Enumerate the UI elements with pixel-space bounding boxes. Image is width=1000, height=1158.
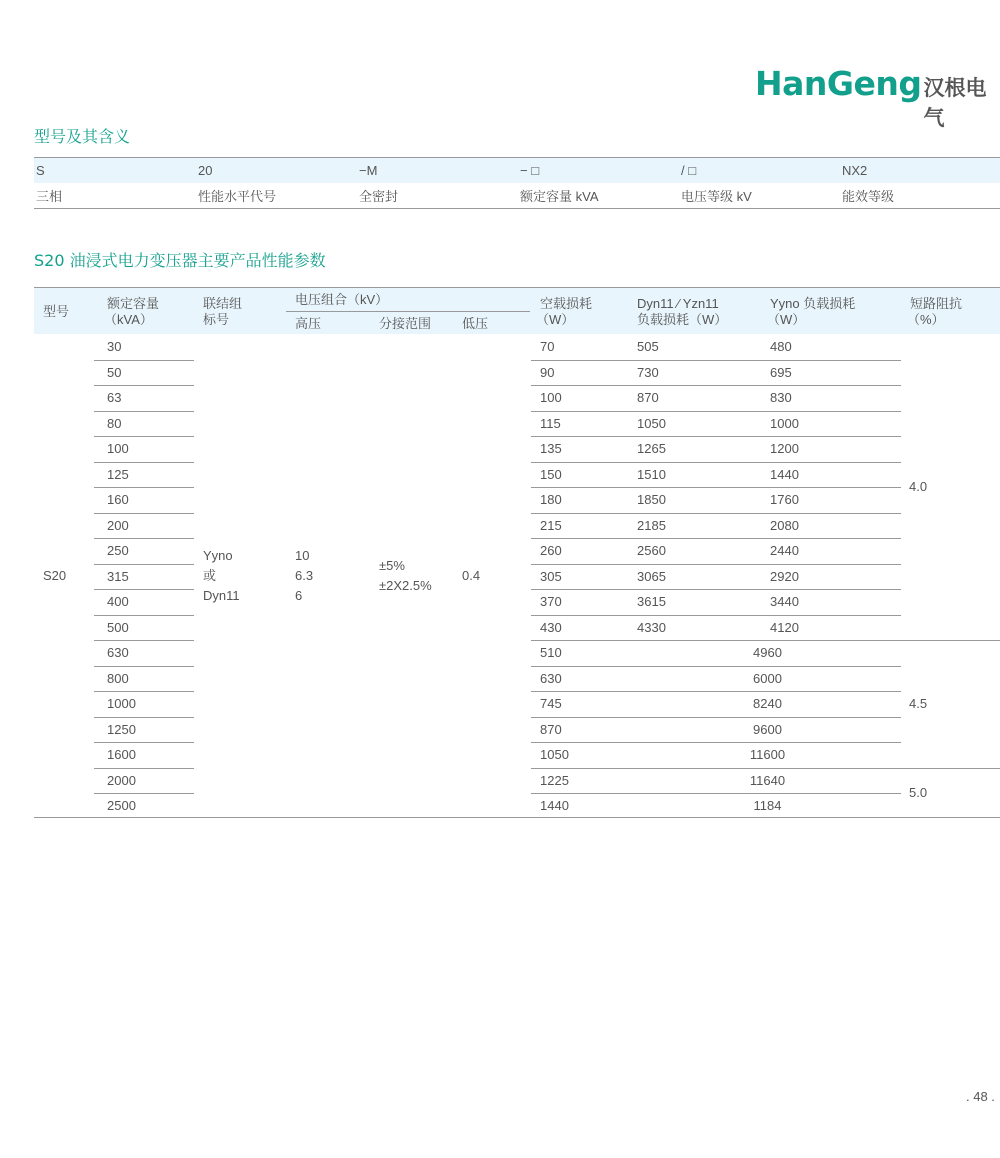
row-divider bbox=[94, 768, 194, 769]
row-divider bbox=[531, 360, 901, 361]
capacity-cell: 1250 bbox=[107, 721, 136, 737]
row-divider bbox=[94, 666, 194, 667]
noload-loss-cell: 370 bbox=[540, 594, 562, 609]
dyn-load-loss-cell: 1050 bbox=[637, 415, 666, 431]
noload-loss-cell: 70 bbox=[540, 339, 555, 354]
capacity-cell: 400 bbox=[107, 594, 129, 609]
row-divider bbox=[531, 666, 901, 667]
row-divider bbox=[531, 717, 901, 718]
row-divider bbox=[531, 615, 901, 616]
row-divider bbox=[94, 436, 194, 437]
params-section-title: S20 油浸式电力变压器主要产品性能参数 bbox=[34, 251, 326, 270]
dyn-load-loss-cell: 3615 bbox=[637, 594, 666, 609]
capacity-cell: 30 bbox=[107, 339, 122, 354]
row-divider bbox=[94, 385, 194, 386]
noload-loss-cell: 115 bbox=[540, 415, 561, 431]
capacity-cell: 50 bbox=[107, 364, 122, 380]
row-divider bbox=[94, 793, 194, 794]
brand-logo bbox=[755, 64, 1000, 132]
load-loss-cell: 4960 bbox=[753, 645, 782, 660]
dyn-load-loss-cell: 3065 bbox=[637, 568, 666, 584]
header-impedance-unit: （%） bbox=[907, 312, 945, 327]
dyn-load-loss-cell: 2185 bbox=[637, 517, 666, 533]
table-bottom-border bbox=[34, 817, 1000, 818]
dyn-load-loss-cell: 1850 bbox=[637, 492, 666, 507]
params-table bbox=[34, 287, 1000, 818]
row-divider bbox=[531, 436, 901, 437]
noload-loss-cell: 745 bbox=[540, 696, 562, 711]
lv-cell: 0.4 bbox=[462, 568, 481, 583]
impedance-cell: 4.0 bbox=[909, 479, 928, 494]
brand-chinese: 汉根电气 bbox=[923, 76, 987, 130]
impedance-cell: 5.0 bbox=[909, 785, 928, 800]
model-meaning-row bbox=[34, 183, 1000, 208]
yyno-load-loss-cell: 1000 bbox=[770, 415, 799, 431]
params-table-header bbox=[34, 287, 1000, 334]
noload-loss-cell: 305 bbox=[540, 568, 562, 584]
hv-cell-1: 10 bbox=[295, 548, 310, 563]
header-tap: 分接范围 bbox=[379, 316, 432, 331]
header-yyno-load: Yyno 负载损耗 bbox=[770, 296, 856, 311]
model-code: NX2 bbox=[842, 163, 868, 178]
capacity-cell: 100 bbox=[107, 441, 129, 456]
row-divider bbox=[531, 513, 901, 514]
capacity-cell: 500 bbox=[107, 619, 129, 635]
header-group-2: 标号 bbox=[203, 312, 230, 327]
header-lv: 低压 bbox=[462, 316, 489, 331]
noload-loss-cell: 180 bbox=[540, 492, 562, 507]
model-code: S bbox=[36, 163, 45, 178]
row-divider bbox=[531, 462, 901, 463]
capacity-cell: 200 bbox=[107, 517, 129, 533]
row-divider bbox=[94, 589, 194, 590]
noload-loss-cell: 870 bbox=[540, 721, 562, 737]
dyn-load-loss-cell: 2560 bbox=[637, 543, 666, 558]
model-code: 20 bbox=[198, 163, 213, 178]
impedance-cell: 4.5 bbox=[909, 696, 928, 711]
group-cell-3: Dyn11 bbox=[203, 588, 240, 603]
yyno-load-loss-cell: 3440 bbox=[770, 594, 799, 609]
noload-loss-cell: 630 bbox=[540, 670, 562, 686]
load-loss-cell: 6000 bbox=[753, 670, 782, 686]
dyn-load-loss-cell: 730 bbox=[637, 364, 659, 380]
noload-loss-cell: 215 bbox=[540, 517, 562, 533]
model-code: / □ bbox=[681, 163, 697, 178]
yyno-load-loss-cell: 2440 bbox=[770, 543, 799, 558]
row-divider bbox=[94, 360, 194, 361]
row-divider bbox=[531, 691, 901, 692]
dyn-load-loss-cell: 1265 bbox=[637, 441, 666, 456]
yyno-load-loss-cell: 2080 bbox=[770, 517, 799, 533]
header-hv: 高压 bbox=[295, 316, 322, 331]
yyno-load-loss-cell: 1440 bbox=[770, 466, 799, 482]
load-loss-cell: 8240 bbox=[753, 696, 782, 711]
row-divider bbox=[531, 385, 901, 386]
dyn-load-loss-cell: 505 bbox=[637, 339, 659, 354]
yyno-load-loss-cell: 695 bbox=[770, 364, 792, 380]
row-divider bbox=[531, 742, 901, 743]
capacity-cell: 1600 bbox=[107, 747, 136, 762]
header-noload-unit: （W） bbox=[536, 312, 575, 327]
row-divider bbox=[94, 691, 194, 692]
header-capacity-unit: （kVA） bbox=[104, 312, 153, 327]
row-divider bbox=[94, 742, 194, 743]
capacity-cell: 250 bbox=[107, 543, 129, 558]
model-section-title: 型号及其含义 bbox=[34, 127, 131, 146]
row-divider bbox=[94, 564, 194, 565]
header-noload: 空载损耗 bbox=[540, 296, 593, 311]
capacity-cell: 2500 bbox=[107, 798, 136, 813]
load-loss-cell: 11600 bbox=[749, 747, 786, 762]
capacity-cell: 80 bbox=[107, 415, 122, 431]
noload-loss-cell: 90 bbox=[540, 364, 555, 380]
row-divider bbox=[531, 411, 901, 412]
hv-cell-3: 6 bbox=[295, 588, 303, 603]
yyno-load-loss-cell: 4120 bbox=[770, 619, 799, 635]
model-cell: S20 bbox=[43, 568, 67, 583]
header-dyn-load: Dyn11 ⁄ Yzn11 bbox=[637, 296, 719, 311]
model-meaning: 性能水平代号 bbox=[198, 189, 277, 204]
dyn-load-loss-cell: 1510 bbox=[637, 466, 666, 482]
header-yyno-load-unit: （W） bbox=[767, 312, 806, 327]
capacity-cell: 630 bbox=[107, 645, 129, 660]
noload-loss-cell: 135 bbox=[540, 441, 562, 456]
noload-loss-cell: 430 bbox=[540, 619, 562, 635]
yyno-load-loss-cell: 1760 bbox=[770, 492, 799, 507]
tap-cell-2: ±2X2.5% bbox=[379, 578, 432, 593]
capacity-cell: 1000 bbox=[107, 696, 136, 711]
row-divider bbox=[531, 793, 901, 794]
dyn-load-loss-cell: 870 bbox=[637, 390, 659, 405]
model-meaning: 电压等级 kV bbox=[681, 189, 752, 204]
hv-cell-2: 6.3 bbox=[295, 568, 314, 583]
row-divider bbox=[531, 640, 1000, 641]
model-meaning: 全密封 bbox=[359, 189, 399, 204]
voltage-divider bbox=[286, 311, 530, 312]
header-dyn-load-unit: 负载损耗（W） bbox=[637, 312, 728, 327]
capacity-cell: 800 bbox=[107, 670, 129, 686]
tap-cell-1: ±5% bbox=[379, 558, 405, 573]
brand-latin: HanGeng bbox=[755, 64, 922, 103]
model-meaning: 三相 bbox=[36, 189, 63, 204]
noload-loss-cell: 100 bbox=[540, 390, 562, 405]
row-divider bbox=[531, 487, 901, 488]
load-loss-cell: 1184 bbox=[753, 798, 782, 813]
yyno-load-loss-cell: 1200 bbox=[770, 441, 799, 456]
yyno-load-loss-cell: 2920 bbox=[770, 568, 799, 584]
row-divider bbox=[94, 513, 194, 514]
noload-loss-cell: 150 bbox=[540, 466, 562, 482]
row-divider bbox=[531, 768, 1000, 769]
noload-loss-cell: 260 bbox=[540, 543, 562, 558]
row-divider bbox=[94, 411, 194, 412]
model-code-row bbox=[34, 158, 1000, 183]
load-loss-cell: 11640 bbox=[749, 772, 786, 788]
capacity-cell: 2000 bbox=[107, 772, 136, 788]
header-impedance: 短路阻抗 bbox=[910, 296, 963, 311]
model-code: − □ bbox=[520, 163, 540, 178]
model-meaning: 能效等级 bbox=[842, 189, 895, 204]
row-divider bbox=[531, 564, 901, 565]
row-divider bbox=[94, 462, 194, 463]
model-meaning: 额定容量 kVA bbox=[520, 189, 599, 204]
row-divider bbox=[531, 589, 901, 590]
dyn-load-loss-cell: 4330 bbox=[637, 619, 666, 635]
capacity-cell: 63 bbox=[107, 390, 122, 405]
row-divider bbox=[531, 538, 901, 539]
row-divider bbox=[94, 717, 194, 718]
noload-loss-cell: 1050 bbox=[540, 747, 569, 762]
model-code: −M bbox=[359, 163, 378, 178]
header-capacity: 额定容量 bbox=[107, 296, 160, 311]
header-voltage: 电压组合（kV） bbox=[295, 292, 389, 307]
model-meaning-table bbox=[34, 157, 1000, 209]
yyno-load-loss-cell: 480 bbox=[770, 339, 792, 354]
capacity-cell: 315 bbox=[107, 568, 129, 584]
noload-loss-cell: 1225 bbox=[540, 772, 569, 788]
row-divider bbox=[94, 538, 194, 539]
row-divider bbox=[94, 615, 194, 616]
capacity-cell: 160 bbox=[107, 492, 129, 507]
row-divider bbox=[94, 487, 194, 488]
capacity-cell: 125 bbox=[107, 466, 129, 482]
group-cell-2: 或 bbox=[203, 568, 217, 583]
load-loss-cell: 9600 bbox=[753, 721, 782, 737]
row-divider bbox=[94, 640, 194, 641]
group-cell-1: Yyno bbox=[203, 548, 233, 563]
header-model: 型号 bbox=[43, 304, 70, 319]
yyno-load-loss-cell: 830 bbox=[770, 390, 792, 405]
noload-loss-cell: 510 bbox=[540, 645, 562, 660]
header-group: 联结组 bbox=[203, 296, 243, 311]
noload-loss-cell: 1440 bbox=[540, 798, 569, 813]
page-number: . 48 . bbox=[966, 1089, 995, 1104]
